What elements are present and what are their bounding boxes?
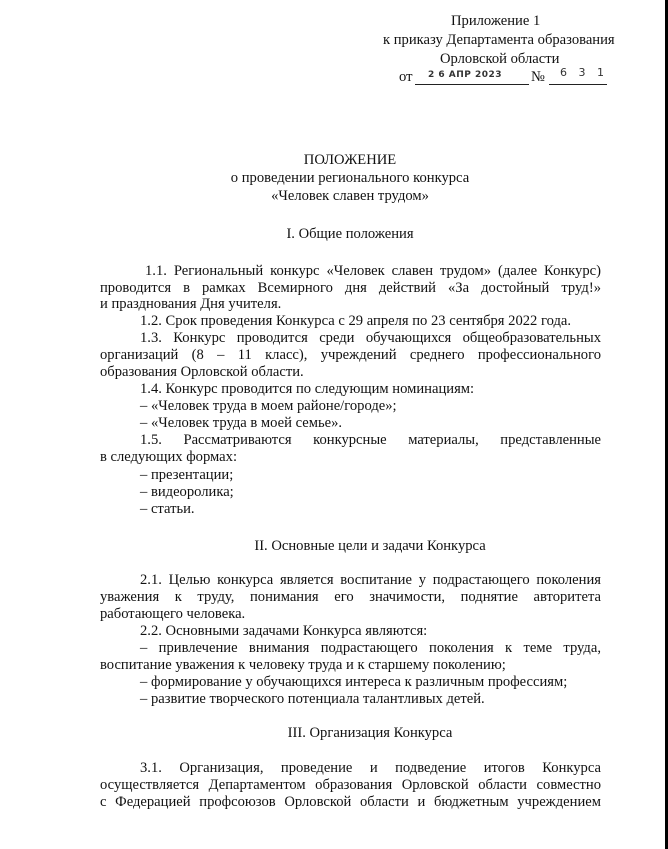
appendix-label: Приложение 1 xyxy=(451,13,541,29)
section-3-heading: III. Организация Конкурса xyxy=(287,725,453,741)
section-2-p2: 2.2. Основными задачами Конкурса являются: xyxy=(140,623,428,639)
region-label: Орловской области xyxy=(440,51,560,67)
number-label: № xyxy=(531,69,545,85)
section-1-p3-line3: образования Орловской области. xyxy=(100,364,304,380)
document-title: ПОЛОЖЕНИЕ xyxy=(303,152,397,168)
section-3-p1-line3: с Федерацией профсоюзов Орловской области и бюджетным учреждением xyxy=(100,794,601,810)
order-reference: к приказу Департамента образования xyxy=(383,32,615,48)
date-stamp: 2 6 АПР 2023 xyxy=(428,70,503,80)
task-item-3: – развитие творческого потенциала талантливых детей. xyxy=(140,691,485,707)
form-item-2: – видеоролика; xyxy=(140,484,234,500)
section-1-p1-line2: проводится в рамках Всемирного дня действий «За достойный труд!» xyxy=(100,280,601,296)
section-1-p3-line1: 1.3. Конкурс проводится среди обучающихся общеобразовательных xyxy=(140,330,601,346)
section-3-p1-line1: 3.1. Организация, проведение и подведение итогов Конкурса xyxy=(140,760,601,776)
section-1-heading: I. Общие положения xyxy=(286,226,414,242)
number-underline xyxy=(549,84,607,85)
section-1-p4: 1.4. Конкурс проводится по следующим номинациям: xyxy=(140,381,475,397)
section-1-p5-line1: 1.5. Рассматриваются конкурсные материалы, представленные xyxy=(140,432,601,448)
section-1-p3-line2: организаций (8 – 11 класс), учреждений среднего профессионального xyxy=(100,347,601,363)
section-2-p1-line2: уважения к труду, понимания его значимости, поднятие авторитета xyxy=(100,589,601,605)
task-item-2: – формирование у обучающихся интереса к различным профессиям; xyxy=(140,674,568,690)
form-item-3: – статьи. xyxy=(140,501,195,517)
section-3-p1-line2: осуществляется Департаментом образования Орловской области совместно xyxy=(100,777,601,793)
section-2-p1-line1: 2.1. Целью конкурса является воспитание у подрастающего поколения xyxy=(140,572,601,588)
task-item-1-line1: – привлечение внимания подрастающего поколения к теме труда, xyxy=(140,640,601,656)
document-subtitle-2: «Человек славен трудом» xyxy=(271,188,429,204)
document-subtitle-1: о проведении регионального конкурса xyxy=(230,170,470,186)
section-1-p1-line3: и празднования Дня учителя. xyxy=(100,296,282,312)
nomination-item-1: – «Человек труда в моем районе/городе»; xyxy=(140,398,397,414)
section-1-p1-line1: 1.1. Региональный конкурс «Человек славен трудом» (далее Конкурс) xyxy=(145,263,601,279)
task-item-1-line2: воспитание уважения к человеку труда и к старшему поколению; xyxy=(100,657,506,673)
date-underline xyxy=(415,84,529,85)
section-2-p1-line3: работающего человека. xyxy=(100,606,246,622)
section-1-p2: 1.2. Срок проведения Конкурса с 29 апреля по 23 сентября 2022 года. xyxy=(140,313,572,329)
nomination-item-2: – «Человек труда в моей семье». xyxy=(140,415,343,431)
date-from-label: от xyxy=(399,69,413,85)
number-stamp: 6 3 1 xyxy=(560,66,608,79)
form-item-1: – презентации; xyxy=(140,467,234,483)
section-1-p5-line2: в следующих формах: xyxy=(100,449,237,465)
section-2-heading: II. Основные цели и задачи Конкурса xyxy=(254,538,486,554)
